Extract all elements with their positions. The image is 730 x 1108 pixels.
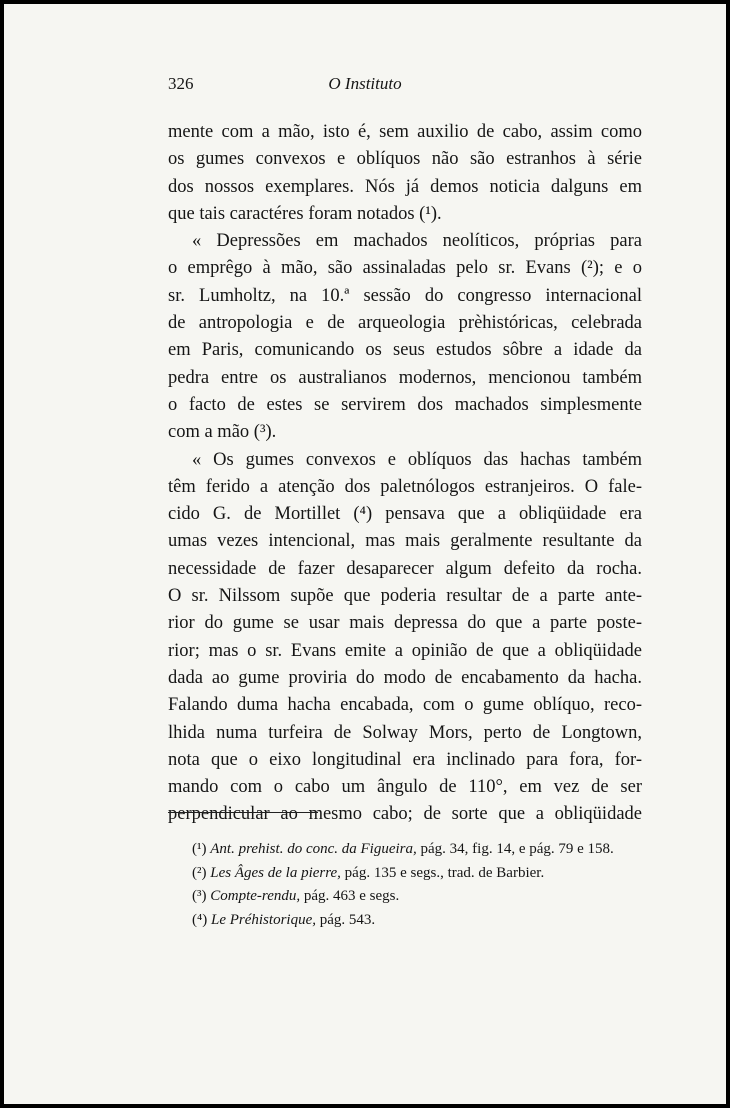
footnote-title: Le Préhistorique,: [210, 911, 316, 928]
text-line: com a mão (³).: [168, 422, 277, 443]
footnote: [168, 862, 642, 886]
text-line: cido G. de Mortillet (⁴) pensava que a obliqüidade era: [168, 504, 642, 525]
paragraph-1: [168, 119, 642, 228]
footnote: [168, 885, 642, 909]
footnote: [168, 838, 642, 862]
text-line: que tais caractéres foram notados (¹).: [168, 203, 442, 224]
page-header: [4, 74, 726, 98]
footnote: [168, 909, 642, 933]
footnote-detail: pág. 135 e segs., trad. de Barbier.: [340, 864, 545, 881]
footnote-marker: (³): [192, 888, 207, 904]
text-line: O sr. Nilssom supõe que poderia resultar de a parte ante-: [168, 586, 642, 607]
running-title: O Instituto: [328, 74, 402, 93]
text-line: pedra entre os australianos modernos, mencionou também: [168, 367, 642, 388]
text-line: Falando duma hacha encabada, com o gume oblíquo, reco-: [168, 695, 642, 716]
text-line: de antropologia e de arqueologia prèhistóricas, celebrada: [168, 313, 642, 334]
footnote-detail: pág. 34, fig. 14, e pág. 79 e 158.: [416, 841, 614, 857]
footnote-detail: pág. 543.: [315, 911, 376, 928]
text-line: o facto de estes se servirem dos machados simplesmente: [168, 394, 642, 415]
footnote-title: Ant. prehist. do conc. da Figueira,: [210, 841, 417, 857]
page-number: 326: [168, 74, 194, 93]
footnote-divider: [168, 812, 318, 813]
footnote-marker: (⁴): [192, 911, 208, 928]
footnote-title: Compte-rendu,: [210, 888, 301, 904]
text-line: sr. Lumholtz, na 10.ª sessão do congresso internacional: [168, 285, 642, 306]
text-line: umas vezes intencional, mas mais geralmente resultante da: [168, 531, 642, 552]
text-line: têm ferido a atenção dos paletnólogos estranjeiros. O fale-: [168, 476, 642, 497]
text-line: mando com o cabo um ângulo de 110°, em vez de ser: [168, 777, 642, 798]
footnote-title: Les Âges de la pierre,: [210, 864, 341, 881]
text-line: rior do gume se usar mais depressa do que a parte poste-: [168, 613, 642, 634]
text-line: mente com a mão, isto é, sem auxilio de cabo, assim como: [168, 122, 642, 142]
text-line: perpendicular ao mesmo cabo; de sorte que a obliqüidade: [168, 804, 642, 825]
text-line: « Os gumes convexos e oblíquos das hachas também: [192, 449, 642, 470]
paragraph-3: [168, 447, 642, 829]
footnote-detail: pág. 463 e segs.: [300, 888, 400, 904]
book-page: [4, 4, 726, 1104]
text-line: dada ao gume proviria do modo de encabamento da hacha.: [168, 667, 642, 688]
footnotes: [168, 838, 642, 932]
body-text: [168, 119, 642, 829]
footnote-marker: (²): [192, 864, 207, 881]
footnote-marker: (¹): [192, 841, 207, 857]
text-line: os gumes convexos e oblíquos não são estranhos à série: [168, 149, 642, 170]
text-line: dos nossos exemplares. Nós já demos noticia dalguns em: [168, 176, 642, 197]
text-line: nota que o eixo longitudinal era inclinado para fora, for-: [168, 749, 642, 770]
text-line: « Depressões em machados neolíticos, próprias para: [192, 231, 642, 252]
text-line: o emprêgo à mão, são assinaladas pelo sr. Evans (²); e o: [168, 258, 642, 279]
text-line: lhida numa turfeira de Solway Mors, perto de Longtown,: [168, 722, 642, 743]
paragraph-2: [168, 228, 642, 446]
text-line: em Paris, comunicando os seus estudos sôbre a idade da: [168, 340, 642, 361]
text-line: rior; mas o sr. Evans emite a opinião de que a obliqüidade: [168, 640, 642, 661]
text-line: necessidade de fazer desaparecer algum defeito da rocha.: [168, 558, 642, 579]
